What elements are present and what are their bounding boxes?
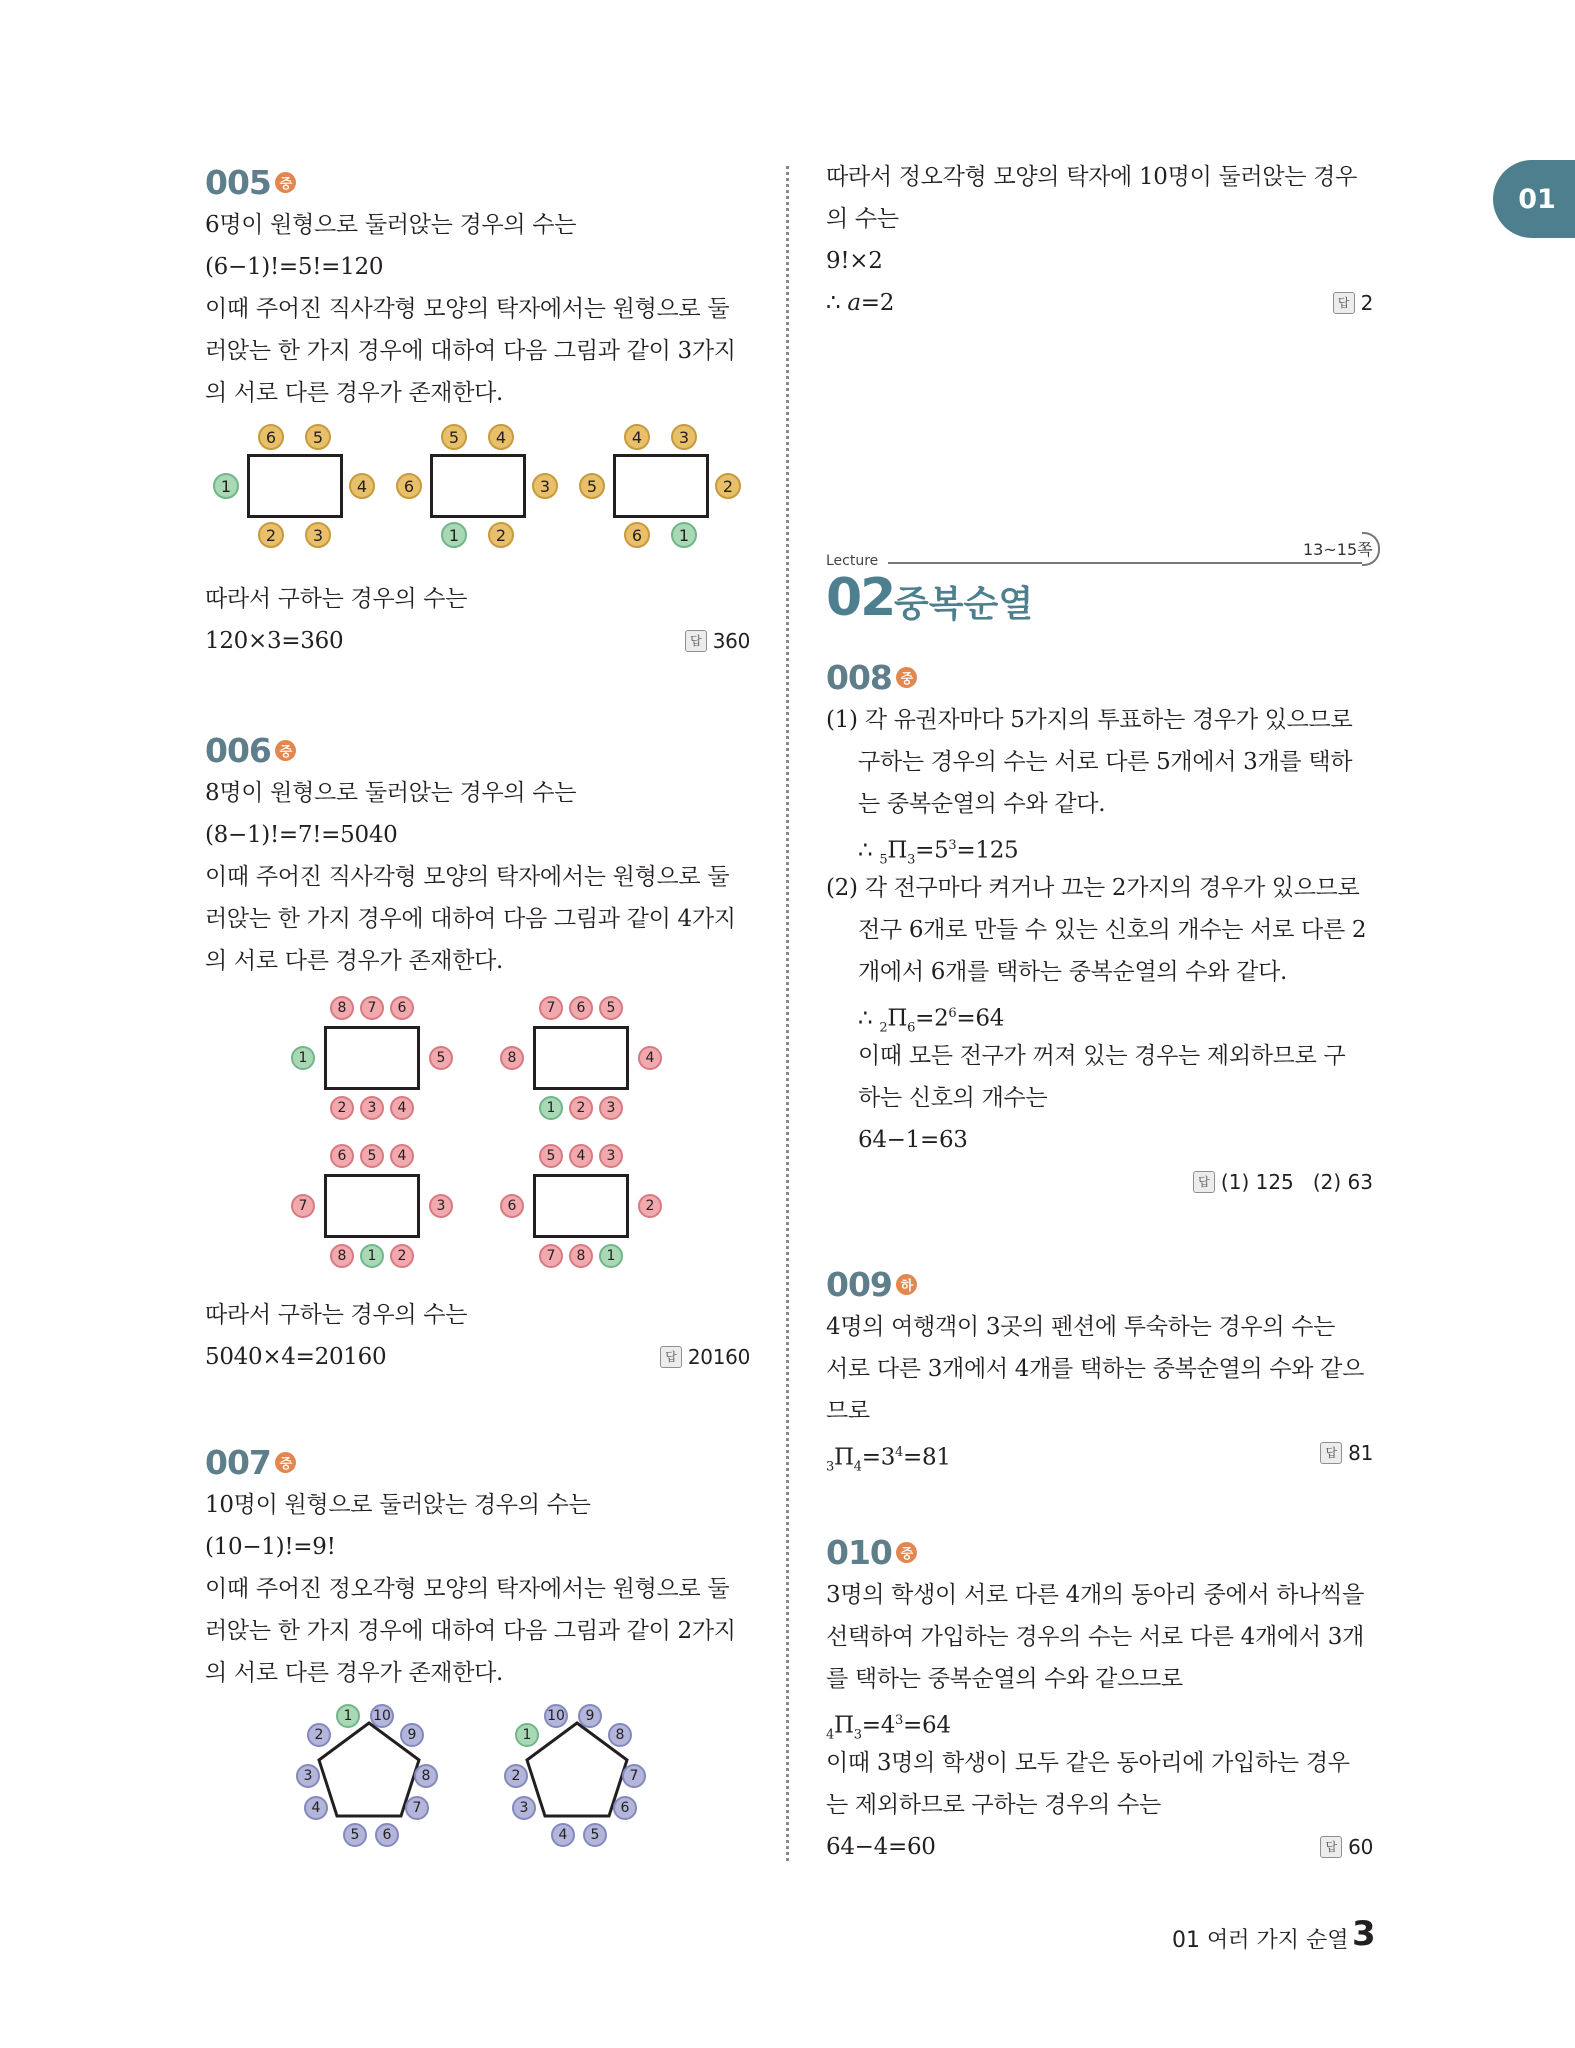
rect-table (247, 454, 343, 518)
answer (1333, 282, 1373, 324)
seat: 1 (671, 522, 697, 548)
solution-line: 8명이 원형으로 둘러앉는 경우의 수는 (205, 780, 577, 806)
solution-line: (1) 각 유권자마다 5가지의 투표하는 경우가 있으므로 (826, 707, 1353, 733)
pentagon-diagram (205, 1698, 750, 1848)
chapter-tab: 01 (1493, 160, 1575, 238)
answer (1320, 1432, 1373, 1474)
problem-number (826, 1530, 1373, 1574)
formula-part: =2 (915, 1005, 949, 1032)
answer-value: 2 (1360, 291, 1373, 315)
solution-line: 는 중복순열의 수와 같다. (858, 791, 1106, 817)
seat: 6 (258, 424, 284, 450)
solution-line: 를 택하는 중복순열의 수와 같으므로 (826, 1666, 1183, 1692)
pi-symbol: Π (887, 1005, 908, 1032)
solution-line: 6명이 원형으로 둘러앉는 경우의 수는 (205, 212, 577, 238)
conclusion-value: =2 (860, 290, 895, 316)
solution-line: 서로 다른 3개에서 4개를 택하는 중복순열의 수와 같으 (826, 1356, 1365, 1382)
answer-value: 81 (1348, 1441, 1373, 1465)
formula-part: =125 (956, 837, 1019, 864)
lecture-pages: 13~15쪽 (1303, 540, 1373, 559)
seat: 7 (291, 1194, 315, 1218)
seat: 6 (390, 996, 414, 1020)
seat: 8 (330, 1244, 354, 1268)
level-badge: 중 (896, 667, 917, 688)
seat: 4 (390, 1096, 414, 1120)
solution-line: 의 서로 다른 경우가 존재한다. (205, 1660, 504, 1686)
therefore-sign: ∴ (858, 837, 880, 864)
table-arrangement (571, 420, 741, 550)
answer-row (826, 1161, 1373, 1201)
seat: 5 (360, 1144, 384, 1168)
solution-line: 64−1=63 (858, 1127, 968, 1153)
formula-part: =3 (861, 1444, 896, 1471)
solution-line: 10명이 원형으로 둘러앉는 경우의 수는 (205, 1492, 591, 1518)
seat: 1 (336, 1704, 360, 1728)
subscript: 4 (853, 1459, 862, 1475)
seat: 5 (305, 424, 331, 450)
seat: 5 (441, 424, 467, 450)
solution-line: 4명의 여행객이 3곳의 펜션에 투숙하는 경우의 수는 (826, 1314, 1336, 1340)
solution-line: 9!×2 (826, 248, 883, 274)
problem-number-text: 008 (826, 657, 892, 697)
seat: 6 (613, 1796, 637, 1820)
solution-line: 이때 주어진 직사각형 모양의 탁자에서는 원형으로 둘 (205, 864, 730, 890)
formula-line (826, 825, 1373, 867)
seat: 2 (569, 1096, 593, 1120)
pi-symbol: Π (833, 1712, 854, 1739)
seat: 5 (579, 473, 605, 499)
seat: 1 (360, 1244, 384, 1268)
seat: 3 (512, 1796, 536, 1820)
calc-row (826, 282, 1373, 324)
problem-006 (205, 728, 750, 1378)
seat: 5 (539, 1144, 563, 1168)
seat: 2 (330, 1096, 354, 1120)
formula-part: =64 (956, 1005, 1005, 1032)
seat: 7 (360, 996, 384, 1020)
calc: 120×3=360 (205, 628, 344, 654)
answer (685, 620, 750, 662)
seat: 8 (414, 1764, 438, 1788)
seat: 3 (305, 522, 331, 548)
answer (660, 1336, 750, 1378)
seat: 7 (539, 996, 563, 1020)
seat: 3 (532, 473, 558, 499)
solution-line: 는 제외하므로 구하는 경우의 수는 (826, 1792, 1161, 1818)
seat: 8 (608, 1723, 632, 1747)
seat: 1 (539, 1096, 563, 1120)
solution-line: 따라서 정오각형 모양의 탁자에 10명이 둘러앉는 경우 (826, 164, 1358, 190)
seat: 6 (500, 1194, 524, 1218)
problem-number (205, 728, 750, 772)
lecture-label: Lecture (826, 553, 879, 569)
solution-line: 구하는 경우의 수는 서로 다른 5개에서 3개를 택하 (858, 749, 1353, 775)
therefore-sign: ∴ (826, 290, 848, 316)
formula-part: =81 (903, 1444, 951, 1471)
lecture-bracket (1362, 532, 1380, 566)
answer-icon: 답 (1320, 1442, 1342, 1464)
seat: 2 (638, 1194, 662, 1218)
seat: 2 (715, 473, 741, 499)
problem-number (826, 1262, 1373, 1306)
formula-line (826, 993, 1373, 1035)
solution-line: (6−1)!=5!=120 (205, 254, 384, 280)
solution-line: (10−1)!=9! (205, 1534, 336, 1560)
table-arrangement (496, 992, 666, 1132)
subscript: 3 (853, 1727, 862, 1743)
answer-value: 20160 (687, 1345, 750, 1369)
solution-line: 따라서 구하는 경우의 수는 (205, 1302, 468, 1328)
column-divider (786, 166, 789, 1861)
seat: 4 (551, 1823, 575, 1847)
solution-line: 의 서로 다른 경우가 존재한다. (205, 948, 504, 974)
solution-line: 이때 3명의 학생이 모두 같은 동아리에 가입하는 경우 (826, 1750, 1350, 1776)
seat: 9 (400, 1723, 424, 1747)
seat: 1 (515, 1723, 539, 1747)
solution-line: 러앉는 한 가지 경우에 대하여 다음 그림과 같이 2가지 (205, 1618, 736, 1644)
seat: 7 (405, 1796, 429, 1820)
problem-009 (826, 1262, 1373, 1474)
solution-line: 러앉는 한 가지 경우에 대하여 다음 그림과 같이 3가지 (205, 338, 736, 364)
problem-005 (205, 160, 750, 662)
subscript: 3 (907, 852, 916, 868)
level-badge: 중 (275, 740, 296, 761)
solution-line: (2) 각 전구마다 켜거나 끄는 2가지의 경우가 있으므로 (826, 875, 1360, 901)
rect-table (533, 1026, 629, 1090)
calc: 5040×4=20160 (205, 1344, 387, 1370)
seat: 9 (578, 1704, 602, 1728)
seat: 10 (370, 1704, 394, 1728)
solution-line: 3명의 학생이 서로 다른 4개의 동아리 중에서 하나씩을 (826, 1582, 1365, 1608)
subscript: 5 (879, 852, 888, 868)
solution-line: 하는 신호의 개수는 (858, 1085, 1048, 1111)
problem-number (205, 160, 750, 204)
answer-value: 360 (712, 629, 750, 653)
seat: 4 (304, 1796, 328, 1820)
problem-number-text: 009 (826, 1264, 892, 1304)
seat: 2 (258, 522, 284, 548)
answer (1193, 1162, 1373, 1202)
problem-number-text: 006 (205, 730, 271, 770)
solution-line: (8−1)!=7!=5040 (205, 822, 398, 848)
rect-table (324, 1174, 420, 1238)
rect-table (324, 1026, 420, 1090)
pi-symbol: Π (833, 1444, 854, 1471)
seat: 8 (330, 996, 354, 1020)
solution-line: 선택하여 가입하는 경우의 수는 서로 다른 4개에서 3개 (826, 1624, 1365, 1650)
seat: 1 (213, 473, 239, 499)
seat: 2 (390, 1244, 414, 1268)
calc-row (205, 620, 750, 662)
answer-value: (1) 125 (2) 63 (1220, 1170, 1373, 1194)
subscript: 4 (826, 1727, 834, 1743)
answer-icon: 답 (1320, 1836, 1342, 1858)
calc-row (205, 1336, 750, 1378)
therefore-sign: ∴ (858, 1005, 880, 1032)
table-arrangement (287, 1140, 457, 1280)
seat: 4 (638, 1046, 662, 1070)
solution-line: 의 서로 다른 경우가 존재한다. (205, 380, 504, 406)
answer-icon: 답 (1193, 1171, 1215, 1193)
seat: 3 (671, 424, 697, 450)
subscript: 2 (879, 1020, 888, 1036)
seat: 3 (296, 1764, 320, 1788)
seat: 7 (539, 1244, 563, 1268)
solution-line: 므로 (826, 1398, 870, 1424)
superscript: 3 (948, 838, 957, 853)
calc-row (826, 1432, 1373, 1474)
seat: 7 (622, 1764, 646, 1788)
subscript: 6 (907, 1020, 916, 1036)
solution-line: 러앉는 한 가지 경우에 대하여 다음 그림과 같이 4가지 (205, 906, 736, 932)
seat: 1 (291, 1046, 315, 1070)
rect-table (613, 454, 709, 518)
problem-010 (826, 1530, 1373, 1868)
seat: 4 (569, 1144, 593, 1168)
problem-number-text: 010 (826, 1532, 892, 1572)
seat: 6 (375, 1823, 399, 1847)
seat: 10 (544, 1704, 568, 1728)
rect-table-figure (205, 420, 750, 560)
solution-line: 이때 주어진 직사각형 모양의 탁자에서는 원형으로 둘 (205, 296, 730, 322)
answer (1320, 1826, 1373, 1868)
solution-line: 의 수는 (826, 206, 899, 232)
pi-symbol: Π (887, 837, 908, 864)
calc: 64−4=60 (826, 1834, 936, 1860)
solution-line: 이때 모든 전구가 꺼져 있는 경우는 제외하므로 구 (858, 1043, 1346, 1069)
footer-chapter: 01 여러 가지 순열 (1172, 1928, 1349, 1953)
table-arrangement (388, 420, 558, 550)
seat: 2 (307, 1723, 331, 1747)
formula-part: =5 (915, 837, 949, 864)
problem-number (205, 1440, 750, 1484)
rect-table (533, 1174, 629, 1238)
table-arrangement (287, 992, 457, 1132)
seat: 8 (500, 1046, 524, 1070)
rect-table (430, 454, 526, 518)
formula-part: =64 (903, 1712, 951, 1739)
lecture-rule (888, 562, 1362, 564)
problem-number-text: 007 (205, 1442, 271, 1482)
answer-icon: 답 (1333, 292, 1355, 314)
seat: 5 (429, 1046, 453, 1070)
seat: 3 (360, 1096, 384, 1120)
calc-row (826, 1826, 1373, 1868)
seat: 2 (504, 1764, 528, 1788)
seat: 4 (349, 473, 375, 499)
level-badge: 중 (275, 1452, 296, 1473)
level-badge: 중 (275, 172, 296, 193)
seat: 6 (330, 1144, 354, 1168)
seat: 3 (599, 1096, 623, 1120)
variable: a (847, 290, 861, 316)
problem-007 (205, 1440, 750, 1848)
subscript: 3 (826, 1459, 834, 1475)
seat: 5 (583, 1823, 607, 1847)
superscript: 4 (895, 1445, 904, 1460)
pentagon-table-figure (205, 1698, 750, 1848)
table-arrangement (205, 420, 375, 550)
seat: 6 (396, 473, 422, 499)
level-badge: 중 (896, 1542, 917, 1563)
seat: 4 (488, 424, 514, 450)
seat: 1 (441, 522, 467, 548)
page-number: 3 (1352, 1914, 1376, 1954)
solution-line: 전구 6개로 만들 수 있는 신호의 개수는 서로 다른 2 (858, 917, 1367, 943)
seat: 3 (429, 1194, 453, 1218)
lecture-title: 중복순열 (894, 584, 1034, 625)
seat: 6 (569, 996, 593, 1020)
formula-part: =4 (861, 1712, 896, 1739)
solution-line: 개에서 6개를 택하는 중복순열의 수와 같다. (858, 959, 1288, 985)
problem-008 (826, 655, 1373, 1201)
seat: 3 (599, 1144, 623, 1168)
seat: 5 (599, 996, 623, 1020)
problem-007-continued (826, 156, 1373, 324)
superscript: 6 (948, 1006, 957, 1021)
answer-value: 60 (1348, 1835, 1373, 1859)
formula-line (826, 1432, 951, 1474)
superscript: 3 (895, 1713, 904, 1728)
solution-line: 이때 주어진 정오각형 모양의 탁자에서는 원형으로 둘 (205, 1576, 730, 1602)
rect-table-figure-8 (205, 992, 750, 1294)
level-badge: 하 (896, 1274, 917, 1295)
seat: 2 (488, 522, 514, 548)
lecture-number: 02 (826, 568, 895, 628)
answer-icon: 답 (660, 1346, 682, 1368)
seat: 5 (343, 1823, 367, 1847)
seat: 1 (599, 1244, 623, 1268)
seat: 8 (569, 1244, 593, 1268)
formula-line (826, 1700, 1373, 1742)
seat: 4 (624, 424, 650, 450)
answer-icon: 답 (685, 630, 707, 652)
conclusion (826, 282, 894, 324)
problem-number (826, 655, 1373, 699)
seat: 4 (390, 1144, 414, 1168)
table-arrangement (496, 1140, 666, 1280)
seat: 6 (624, 522, 650, 548)
problem-number-text: 005 (205, 162, 271, 202)
solution-line: 따라서 구하는 경우의 수는 (205, 586, 468, 612)
